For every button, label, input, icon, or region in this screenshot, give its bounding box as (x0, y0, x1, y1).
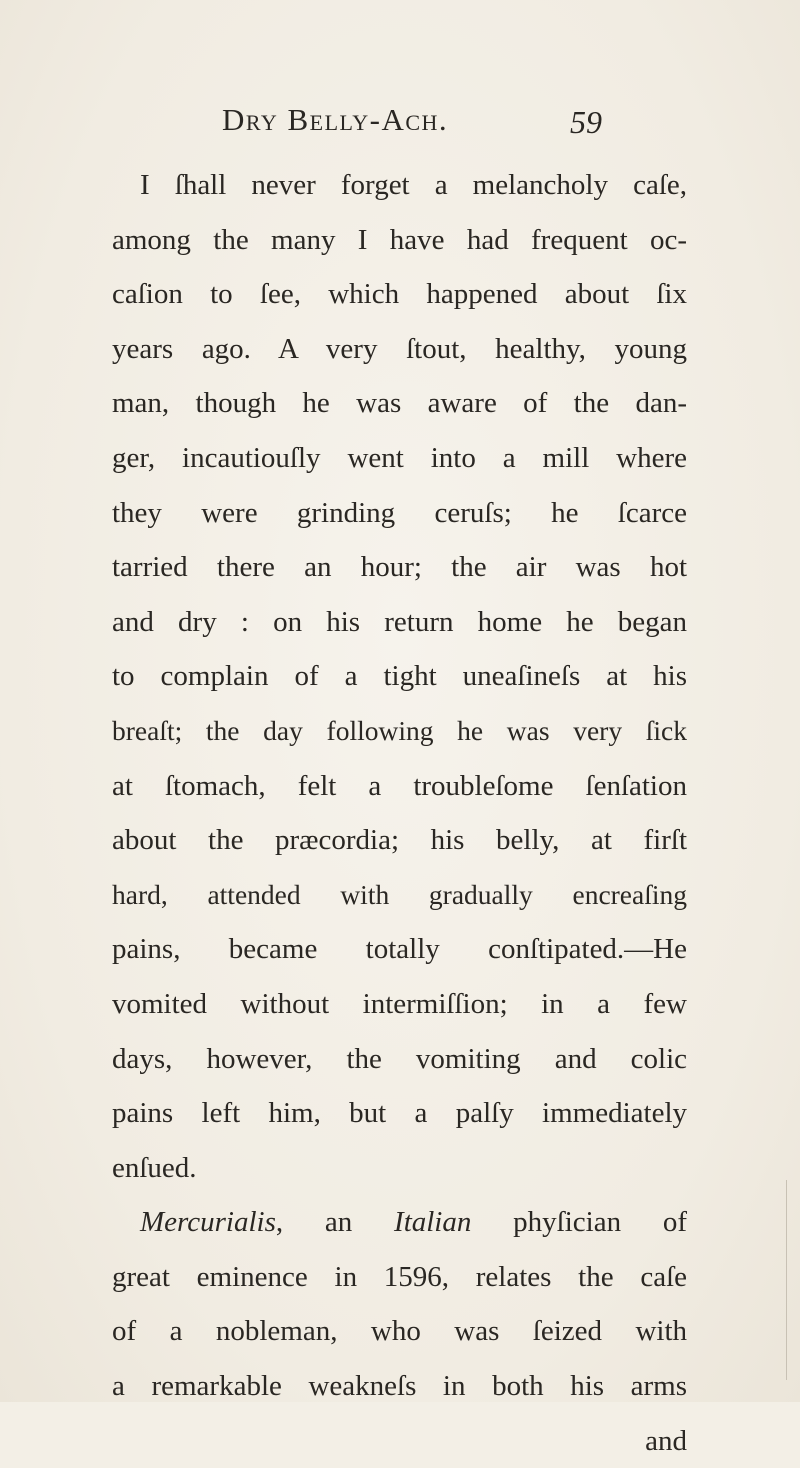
text-fragment: , an (275, 1206, 395, 1239)
page-header (222, 102, 602, 152)
text-line: at ſtomach, felt a troubleſome ſenſation (112, 769, 687, 802)
text-line: pains, became totally conſtipated.—He (112, 933, 687, 966)
text-line: among the many I have had frequent oc- (112, 223, 687, 256)
text-line: days, however, the vomiting and colic (112, 1042, 687, 1075)
text-line: breaſt; the day following he was very ſick (112, 714, 687, 746)
text-line: to complain of a tight uneaſineſs at his (112, 660, 687, 693)
page-number: 59 (570, 104, 602, 140)
text-line: ger, incautiouſly went into a mill where (112, 441, 687, 474)
text-line: a remarkable weakneſs in both his arms (112, 1370, 687, 1403)
text-line: enſued. (112, 1151, 197, 1184)
running-head: Dry Belly-Ach. (222, 102, 449, 137)
paper-crease (786, 1180, 787, 1380)
text-line: man, though he was aware of the dan- (112, 387, 687, 420)
text-line: caſion to ſee, which happened about ſix (112, 278, 687, 311)
text-line: of a nobleman, who was ſeized with (112, 1315, 687, 1348)
text-line: great eminence in 1596, relates the caſe (112, 1260, 687, 1293)
person-name: Mercurialis (140, 1206, 276, 1239)
text-fragment: phyſician of (471, 1206, 687, 1239)
text-line: hard, attended with gradually encreaſing (112, 878, 687, 910)
paragraph-opening-line (112, 1195, 687, 1250)
text-line: tarried there an hour; the air was hot (112, 551, 687, 584)
text-line: about the præcordia; his belly, at firſt (112, 824, 687, 857)
nationality: Italian (394, 1206, 472, 1239)
text-line: I ſhall never forget a melancholy caſe, (140, 169, 687, 201)
text-line: and dry : on his return home he began (112, 605, 687, 638)
text-line: years ago. A very ſtout, healthy, young (112, 332, 687, 365)
text-line: they were grinding ceruſs; he ſcarce (112, 496, 687, 529)
body-text (112, 158, 687, 1468)
catchword: and (645, 1424, 687, 1457)
text-line: vomited without intermiſſion; in a few (112, 987, 687, 1020)
text-line: pains left him, but a palſy immediately (112, 1097, 687, 1130)
